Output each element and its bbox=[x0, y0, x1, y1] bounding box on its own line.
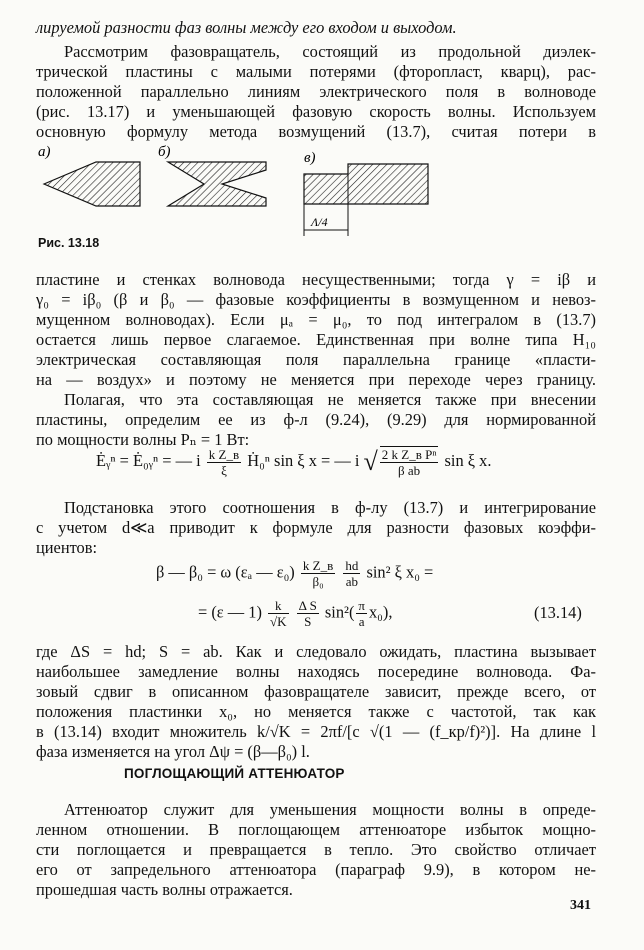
paragraph-2 bbox=[36, 270, 596, 450]
equation-field-e: Ėᵧⁿ = Ė₀ᵧⁿ = — i $\frac{\text{k Z\_в}}{\xi}$ Ḣ₀ⁿ sin ξ x = — i √ $\frac{\text{2 k Z\_в Pⁿ}}{\text{β ab}}$ sin ξ x. bbox=[96, 446, 492, 478]
figure-label-b: б) bbox=[158, 144, 171, 160]
fraction: $\frac{\text{Δ S}}{S}$ bbox=[298, 598, 317, 629]
equation-phase-difference: β — β₀ = ω (εₐ — ε₀) $\frac{\text{k Z\_в}}{\text{β₀}}$ $\frac{hd}{ab}$ sin² ξ x₀ = bbox=[156, 558, 434, 589]
text-line: по мощности волны Pₙ = 1 Вт: bbox=[36, 430, 250, 449]
text-line: основную формулу метода возмущений (13.7), считая потери в bbox=[36, 122, 596, 141]
paragraph-3 bbox=[36, 498, 596, 558]
page-number: 341 bbox=[570, 898, 591, 913]
text-line: сти поглощается и превращается в тепло. Это свойство отличает bbox=[36, 840, 596, 859]
text-line: наибольшее замедление волны находясь посередине волновода. Фа- bbox=[36, 662, 596, 681]
text-line: положения пластинки x₀, но меняется также с частотой, так как bbox=[36, 702, 596, 721]
fraction: $\frac{\pi}{a}$ bbox=[358, 598, 365, 629]
paragraph-1 bbox=[36, 42, 596, 142]
text-line: прошедшая часть волны отражается. bbox=[36, 880, 293, 899]
text-line: электрическая составляющая поля параллельна границе «пласти- bbox=[36, 350, 596, 369]
text-line: пластины, определим ее из ф-л (9.24), (9.29) для нормированной bbox=[36, 410, 596, 429]
text-line: γ₀ = iβ₀ (β и β₀ — фазовые коэффициенты в возмущенном и невоз- bbox=[36, 290, 596, 309]
text-line: Аттенюатор служит для уменьшения мощности волны в опреде- bbox=[64, 800, 596, 819]
figure-label-a: а) bbox=[38, 144, 51, 160]
equation-number: (13.14) bbox=[534, 603, 582, 622]
figure-label-v: в) bbox=[304, 150, 316, 166]
figure-13-18 bbox=[36, 140, 596, 250]
text-line: в (13.14) входит множитель k/√K = 2πf/[c √(1 — (f_кр/f)²)]. На длине l bbox=[36, 722, 596, 741]
text-line: его от запредельного аттенюатора (параграф 9.9), в котором не- bbox=[36, 860, 596, 879]
text-line: (рис. 13.17) и уменьшающей фазовую скорость волны. Используем bbox=[36, 102, 596, 121]
step-v-shape bbox=[304, 164, 428, 204]
sqrt-sign: √ bbox=[363, 447, 378, 476]
text-line: трической пластины с малыми потерями (фторопласт, кварц), рас- bbox=[36, 62, 596, 81]
paragraph-5 bbox=[36, 800, 596, 900]
text-line: Рассмотрим фазовращатель, состоящий из продольной диэлек- bbox=[64, 42, 596, 61]
equation-phase-difference-cont: = (ε — 1) $\frac{k}{√K}$ $\frac{\text{Δ S}}{S}$ sin²( $\frac{\pi}{a}$ x₀), bbox=[198, 598, 393, 629]
text-line: положенной параллельно линиям электрического поля в волноводе bbox=[36, 82, 596, 101]
text-line: где ΔS = hd; S = ab. Как и следовало ожидать, пластина вызывает bbox=[36, 642, 596, 661]
text-line: Полагая, что эта составляющая не меняется также при внесении bbox=[64, 390, 596, 409]
fraction: $\frac{hd}{ab}$ bbox=[345, 558, 359, 589]
text-line: мущенном волноводах). Если μₐ = μ₀, то под интегралом в (13.7) bbox=[36, 310, 596, 329]
text-line: циентов: bbox=[36, 538, 98, 557]
root-fraction: $\frac{\text{2 k Z\_в Pⁿ}}{\text{β ab}}$ bbox=[381, 447, 437, 478]
fraction: $\frac{\text{k Z\_в}}{\xi}$ bbox=[208, 446, 240, 478]
fraction: $\frac{k}{√K}$ bbox=[270, 598, 287, 629]
text-line: зовый сдвиг в описанном фазовращателе зависит, прежде всего, от bbox=[36, 682, 596, 701]
text-line: пластине и стенках волновода несущественными; тогда γ = iβ и bbox=[36, 270, 596, 289]
figure-caption: Рис. 13.18 bbox=[38, 236, 100, 250]
dim-label: Λ/4 bbox=[311, 215, 328, 229]
text-line: с учетом d≪a приводит к формуле для разности фазовых коэффи- bbox=[36, 518, 596, 537]
top-line: лируемой разности фаз волны между его входом и выходом. bbox=[36, 18, 457, 37]
fraction: $\frac{\text{k Z\_в}}{\text{β₀}}$ bbox=[302, 558, 334, 589]
paragraph-4 bbox=[36, 642, 596, 762]
notch-b-shape bbox=[168, 162, 266, 206]
text-line: остается лишь первое слагаемое. Единственная при волне типа H₁₀ bbox=[36, 330, 596, 349]
text-line: на — воздух» и поэтому не меняется при переходе через границу. bbox=[36, 370, 596, 389]
text-line: ленном отношении. В поглощающем аттенюаторе избыток мощно- bbox=[36, 820, 596, 839]
text-line: фаза изменяется на угол Δψ = (β—β₀) l. bbox=[36, 742, 310, 761]
section-heading: ПОГЛОЩАЮЩИЙ АТТЕНЮАТОР bbox=[124, 766, 345, 781]
text-line: Подстановка этого соотношения в ф-лу (13.7) и интегрирование bbox=[64, 498, 596, 517]
wedge-a-shape bbox=[44, 162, 140, 206]
